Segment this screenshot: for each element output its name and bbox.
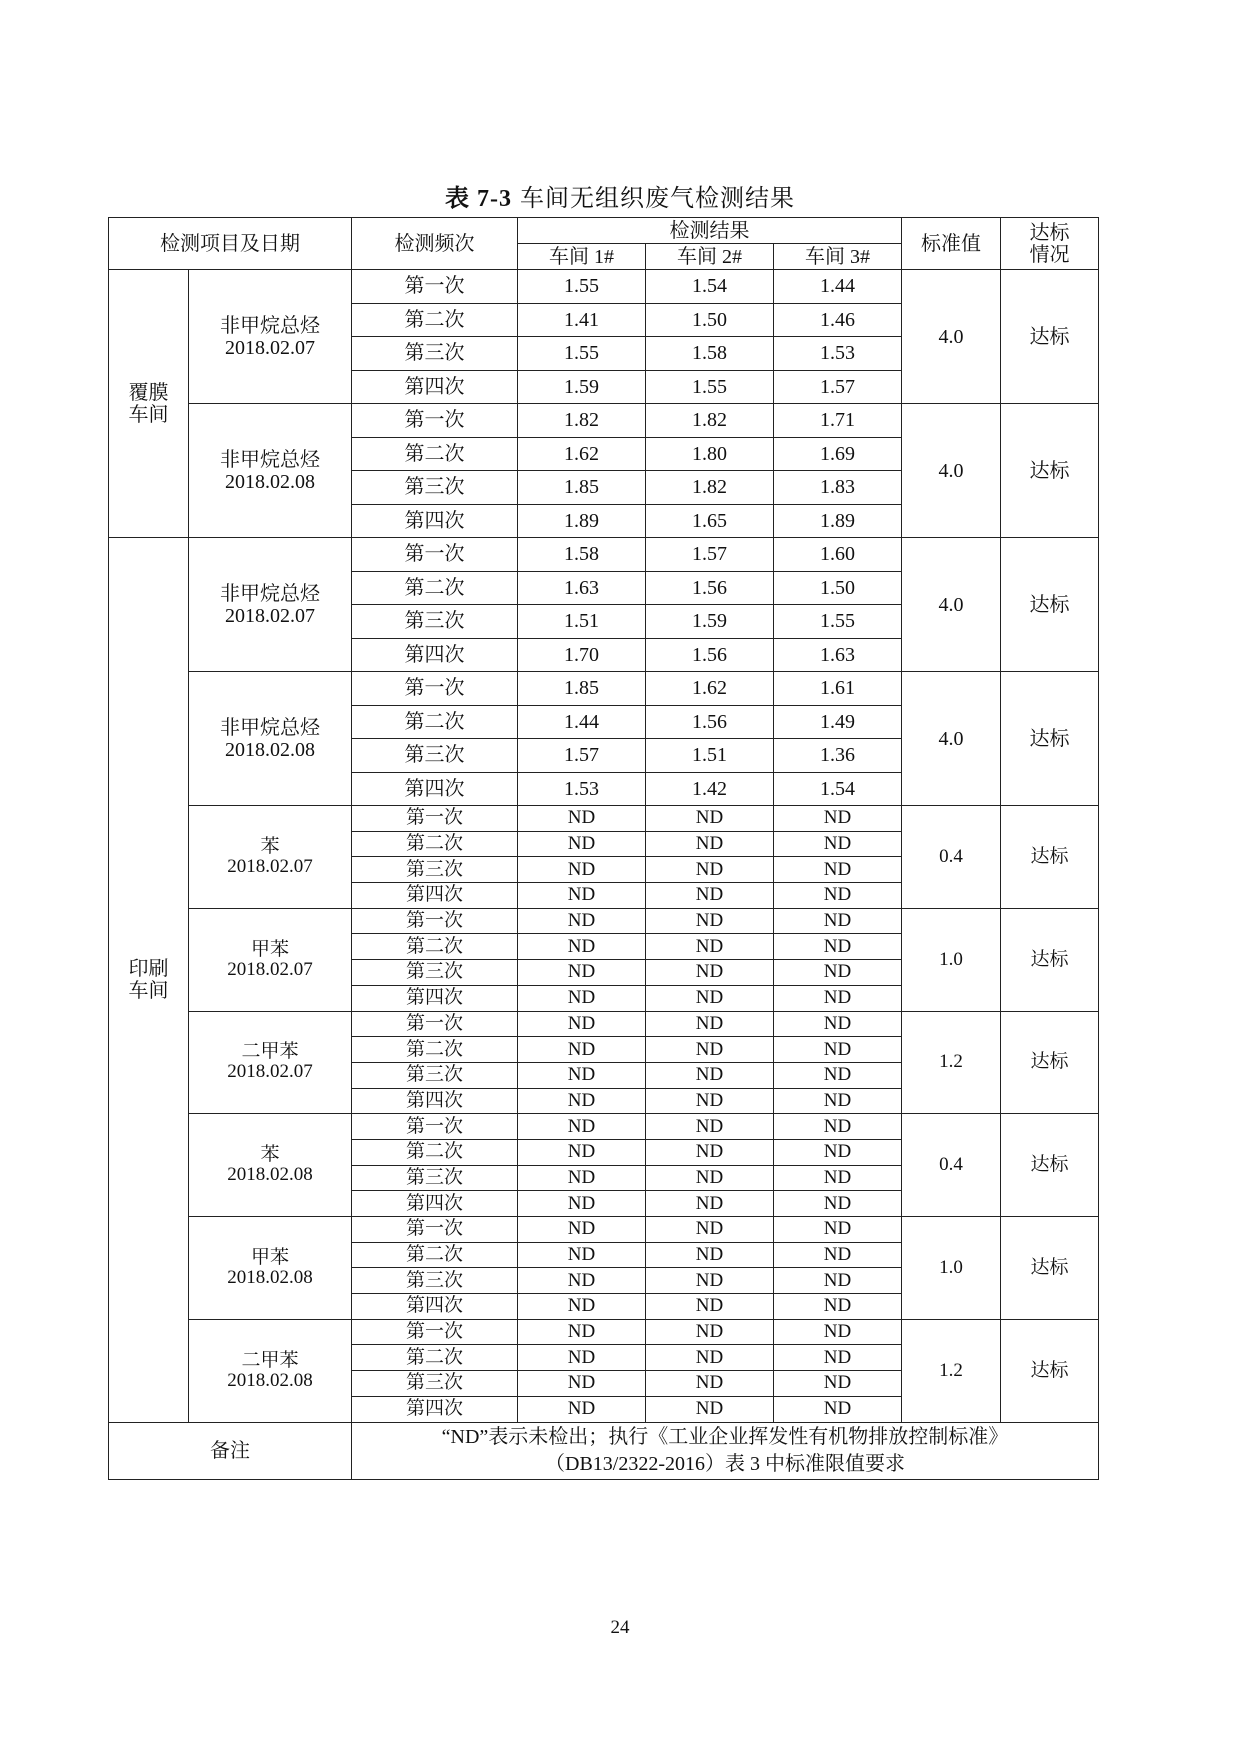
frequency-cell: 第一次 xyxy=(352,538,518,572)
workshop-name-line1: 印刷 xyxy=(128,957,169,980)
workshop1-value: 1.57 xyxy=(518,739,646,773)
workshop2-value: 1.56 xyxy=(646,705,774,739)
frequency-cell: 第一次 xyxy=(352,270,518,304)
workshop2-value: ND xyxy=(646,1396,774,1422)
workshop2-value: 1.56 xyxy=(646,638,774,672)
workshop1-value: 1.63 xyxy=(518,571,646,605)
workshop3-value: 1.44 xyxy=(774,270,902,304)
table-row xyxy=(109,1319,1099,1345)
workshop3-value: 1.63 xyxy=(774,638,902,672)
frequency-cell: 第四次 xyxy=(352,504,518,538)
workshop1-value: ND xyxy=(518,806,646,832)
compliance-status: 达标 xyxy=(1001,1114,1099,1217)
compliance-status: 达标 xyxy=(1001,538,1099,672)
item-date: 2018.02.08 xyxy=(225,738,315,761)
workshop2-value: 1.65 xyxy=(646,504,774,538)
workshop3-value: ND xyxy=(774,1191,902,1217)
frequency-cell: 第一次 xyxy=(352,1319,518,1345)
workshop1-value: 1.58 xyxy=(518,538,646,572)
frequency-cell: 第四次 xyxy=(352,1191,518,1217)
item-date: 2018.02.08 xyxy=(227,1369,313,1391)
workshop2-value: ND xyxy=(646,883,774,909)
workshop1-value: 1.41 xyxy=(518,303,646,337)
workshop1-value: ND xyxy=(518,1242,646,1268)
workshop3-value: 1.61 xyxy=(774,672,902,706)
item-name: 苯 xyxy=(260,1144,280,1166)
table-row xyxy=(109,908,1099,934)
frequency-cell: 第四次 xyxy=(352,772,518,806)
workshop2-value: ND xyxy=(646,857,774,883)
workshop3-value: ND xyxy=(774,883,902,909)
workshop3-value: 1.36 xyxy=(774,739,902,773)
header-compliance-line2: 情况 xyxy=(1029,243,1070,266)
standard-value: 4.0 xyxy=(902,672,1001,806)
workshop2-value: 1.82 xyxy=(646,404,774,438)
workshop2-value: ND xyxy=(646,908,774,934)
workshop1-value: ND xyxy=(518,1217,646,1243)
compliance-status: 达标 xyxy=(1001,908,1099,1011)
header-compliance xyxy=(1001,218,1099,270)
workshop3-value: ND xyxy=(774,1165,902,1191)
frequency-cell: 第二次 xyxy=(352,1345,518,1371)
item-name: 苯 xyxy=(260,835,280,857)
workshop2-value: ND xyxy=(646,960,774,986)
frequency-cell: 第二次 xyxy=(352,437,518,471)
workshop3-value: ND xyxy=(774,1396,902,1422)
standard-value: 0.4 xyxy=(902,1114,1001,1217)
workshop1-value: 1.55 xyxy=(518,270,646,304)
workshop3-value: ND xyxy=(774,1088,902,1114)
table-row xyxy=(109,404,1099,438)
workshop1-value: ND xyxy=(518,1037,646,1063)
workshop1-value: ND xyxy=(518,1191,646,1217)
workshop2-value: 1.54 xyxy=(646,270,774,304)
item-date: 2018.02.07 xyxy=(225,336,315,359)
workshop3-value: 1.55 xyxy=(774,605,902,639)
workshop-name-line1: 覆膜 xyxy=(128,381,169,404)
workshop3-value: ND xyxy=(774,831,902,857)
frequency-cell: 第三次 xyxy=(352,739,518,773)
workshop2-value: ND xyxy=(646,1088,774,1114)
header-results: 检测结果 xyxy=(518,218,902,244)
frequency-cell: 第三次 xyxy=(352,605,518,639)
frequency-cell: 第三次 xyxy=(352,1165,518,1191)
workshop1-value: ND xyxy=(518,1011,646,1037)
workshop2-value: ND xyxy=(646,831,774,857)
workshop2-value: ND xyxy=(646,1114,774,1140)
standard-value: 4.0 xyxy=(902,270,1001,404)
item-date-cell xyxy=(189,538,352,672)
item-date-cell xyxy=(189,1011,352,1114)
workshop-name xyxy=(109,270,189,538)
table-number: 表 7-3 xyxy=(445,186,512,212)
workshop3-value: ND xyxy=(774,857,902,883)
workshop1-value: ND xyxy=(518,1319,646,1345)
workshop3-value: 1.83 xyxy=(774,471,902,505)
frequency-cell: 第二次 xyxy=(352,1139,518,1165)
frequency-cell: 第二次 xyxy=(352,571,518,605)
frequency-cell: 第四次 xyxy=(352,1088,518,1114)
header-workshop-1: 车间 1# xyxy=(518,244,646,270)
workshop2-value: ND xyxy=(646,806,774,832)
workshop1-value: ND xyxy=(518,1088,646,1114)
table-row xyxy=(109,806,1099,832)
workshop3-value: ND xyxy=(774,1319,902,1345)
workshop1-value: ND xyxy=(518,1345,646,1371)
workshop1-value: ND xyxy=(518,1139,646,1165)
frequency-cell: 第三次 xyxy=(352,1371,518,1397)
frequency-cell: 第二次 xyxy=(352,705,518,739)
item-date-cell xyxy=(189,404,352,538)
workshop2-value: 1.51 xyxy=(646,739,774,773)
item-name: 二甲苯 xyxy=(241,1041,299,1063)
table-row xyxy=(109,672,1099,706)
workshop1-value: ND xyxy=(518,1268,646,1294)
item-date: 2018.02.07 xyxy=(227,958,313,980)
item-date: 2018.02.08 xyxy=(227,1266,313,1288)
workshop1-value: 1.70 xyxy=(518,638,646,672)
workshop-name-line2: 车间 xyxy=(128,979,169,1002)
item-date: 2018.02.07 xyxy=(225,604,315,627)
frequency-cell: 第二次 xyxy=(352,934,518,960)
workshop3-value: 1.46 xyxy=(774,303,902,337)
frequency-cell: 第二次 xyxy=(352,831,518,857)
frequency-cell: 第一次 xyxy=(352,806,518,832)
frequency-cell: 第一次 xyxy=(352,672,518,706)
frequency-cell: 第四次 xyxy=(352,1396,518,1422)
frequency-cell: 第三次 xyxy=(352,471,518,505)
item-name: 甲苯 xyxy=(250,1246,289,1268)
workshop2-value: ND xyxy=(646,1294,774,1320)
workshop2-value: ND xyxy=(646,1011,774,1037)
frequency-cell: 第四次 xyxy=(352,638,518,672)
workshop3-value: 1.50 xyxy=(774,571,902,605)
workshop1-value: 1.44 xyxy=(518,705,646,739)
workshop2-value: ND xyxy=(646,1268,774,1294)
workshop3-value: ND xyxy=(774,1242,902,1268)
workshop2-value: ND xyxy=(646,1037,774,1063)
workshop2-value: 1.82 xyxy=(646,471,774,505)
item-name: 非甲烷总烃 xyxy=(220,582,320,605)
workshop2-value: 1.57 xyxy=(646,538,774,572)
workshop1-value: ND xyxy=(518,831,646,857)
frequency-cell: 第三次 xyxy=(352,337,518,371)
header-workshop-3: 车间 3# xyxy=(774,244,902,270)
workshop2-value: ND xyxy=(646,1319,774,1345)
workshop1-value: ND xyxy=(518,985,646,1011)
frequency-cell: 第四次 xyxy=(352,883,518,909)
workshop3-value: ND xyxy=(774,1011,902,1037)
header-item-date: 检测项目及日期 xyxy=(109,218,352,270)
workshop2-value: 1.62 xyxy=(646,672,774,706)
item-date-cell xyxy=(189,806,352,909)
remarks-line1: “ND”表示未检出；执行《工业企业挥发性有机物排放控制标准》 xyxy=(441,1425,1009,1448)
frequency-cell: 第三次 xyxy=(352,1062,518,1088)
header-standard: 标准值 xyxy=(902,218,1001,270)
item-date: 2018.02.07 xyxy=(227,855,313,877)
workshop3-value: 1.57 xyxy=(774,370,902,404)
frequency-cell: 第四次 xyxy=(352,1294,518,1320)
workshop1-value: ND xyxy=(518,1165,646,1191)
item-name: 非甲烷总烃 xyxy=(220,314,320,337)
workshop3-value: ND xyxy=(774,1345,902,1371)
workshop1-value: ND xyxy=(518,857,646,883)
item-date-cell xyxy=(189,1217,352,1320)
workshop1-value: 1.51 xyxy=(518,605,646,639)
workshop1-value: 1.53 xyxy=(518,772,646,806)
compliance-status: 达标 xyxy=(1001,806,1099,909)
remarks-row xyxy=(109,1422,1099,1479)
item-date: 2018.02.08 xyxy=(225,470,315,493)
workshop3-value: ND xyxy=(774,1371,902,1397)
table-row xyxy=(109,1217,1099,1243)
frequency-cell: 第一次 xyxy=(352,1114,518,1140)
workshop1-value: 1.82 xyxy=(518,404,646,438)
workshop3-value: ND xyxy=(774,1217,902,1243)
workshop2-value: ND xyxy=(646,1371,774,1397)
frequency-cell: 第三次 xyxy=(352,857,518,883)
compliance-status: 达标 xyxy=(1001,270,1099,404)
workshop2-value: 1.42 xyxy=(646,772,774,806)
standard-value: 1.0 xyxy=(902,1217,1001,1320)
workshop2-value: ND xyxy=(646,1165,774,1191)
workshop3-value: ND xyxy=(774,1294,902,1320)
workshop3-value: ND xyxy=(774,1114,902,1140)
compliance-status: 达标 xyxy=(1001,1011,1099,1114)
workshop3-value: ND xyxy=(774,1139,902,1165)
frequency-cell: 第一次 xyxy=(352,1217,518,1243)
workshop2-value: ND xyxy=(646,934,774,960)
standard-value: 0.4 xyxy=(902,806,1001,909)
workshop2-value: ND xyxy=(646,1217,774,1243)
workshop3-value: ND xyxy=(774,985,902,1011)
item-date: 2018.02.08 xyxy=(227,1164,313,1186)
remarks-line2: （DB13/2322-2016）表 3 中标准限值要求 xyxy=(545,1452,905,1475)
remarks-label: 备注 xyxy=(109,1422,352,1479)
item-name: 甲苯 xyxy=(250,938,289,960)
workshop1-value: 1.85 xyxy=(518,471,646,505)
remarks-text xyxy=(352,1422,1099,1479)
workshop3-value: ND xyxy=(774,806,902,832)
workshop3-value: ND xyxy=(774,1062,902,1088)
frequency-cell: 第二次 xyxy=(352,1242,518,1268)
item-date-cell xyxy=(189,1114,352,1217)
standard-value: 1.2 xyxy=(902,1011,1001,1114)
header-workshop-2: 车间 2# xyxy=(646,244,774,270)
item-name: 二甲苯 xyxy=(241,1349,299,1371)
workshop1-value: 1.89 xyxy=(518,504,646,538)
results-table xyxy=(108,217,1099,1480)
header-compliance-line1: 达标 xyxy=(1029,221,1070,244)
workshop3-value: ND xyxy=(774,960,902,986)
compliance-status: 达标 xyxy=(1001,404,1099,538)
workshop3-value: 1.49 xyxy=(774,705,902,739)
table-row xyxy=(109,270,1099,304)
workshop1-value: ND xyxy=(518,883,646,909)
frequency-cell: 第三次 xyxy=(352,1268,518,1294)
workshop2-value: 1.55 xyxy=(646,370,774,404)
workshop1-value: ND xyxy=(518,934,646,960)
workshop2-value: ND xyxy=(646,1191,774,1217)
workshop3-value: ND xyxy=(774,908,902,934)
page-number: 24 xyxy=(610,1617,630,1638)
workshop1-value: 1.62 xyxy=(518,437,646,471)
workshop3-value: ND xyxy=(774,934,902,960)
workshop2-value: ND xyxy=(646,985,774,1011)
workshop3-value: ND xyxy=(774,1037,902,1063)
item-name: 非甲烷总烃 xyxy=(220,448,320,471)
header-row-1 xyxy=(109,218,1099,244)
table-caption: 车间无组织废气检测结果 xyxy=(520,186,795,212)
item-date: 2018.02.07 xyxy=(227,1061,313,1083)
item-date-cell xyxy=(189,1319,352,1422)
table-row xyxy=(109,538,1099,572)
frequency-cell: 第一次 xyxy=(352,1011,518,1037)
workshop1-value: ND xyxy=(518,1114,646,1140)
workshop3-value: 1.54 xyxy=(774,772,902,806)
workshop2-value: ND xyxy=(646,1345,774,1371)
standard-value: 1.2 xyxy=(902,1319,1001,1422)
item-name: 非甲烷总烃 xyxy=(220,716,320,739)
frequency-cell: 第一次 xyxy=(352,908,518,934)
standard-value: 4.0 xyxy=(902,404,1001,538)
table-title xyxy=(0,178,1240,213)
workshop1-value: 1.85 xyxy=(518,672,646,706)
header-frequency: 检测频次 xyxy=(352,218,518,270)
workshop3-value: ND xyxy=(774,1268,902,1294)
workshop3-value: 1.53 xyxy=(774,337,902,371)
item-date-cell xyxy=(189,908,352,1011)
compliance-status: 达标 xyxy=(1001,672,1099,806)
frequency-cell: 第三次 xyxy=(352,960,518,986)
workshop-name-line2: 车间 xyxy=(128,403,169,426)
workshop1-value: ND xyxy=(518,1294,646,1320)
workshop1-value: ND xyxy=(518,1396,646,1422)
workshop3-value: 1.69 xyxy=(774,437,902,471)
workshop1-value: 1.55 xyxy=(518,337,646,371)
workshop2-value: 1.50 xyxy=(646,303,774,337)
frequency-cell: 第二次 xyxy=(352,1037,518,1063)
compliance-status: 达标 xyxy=(1001,1217,1099,1320)
workshop2-value: 1.56 xyxy=(646,571,774,605)
frequency-cell: 第四次 xyxy=(352,985,518,1011)
workshop3-value: 1.89 xyxy=(774,504,902,538)
frequency-cell: 第二次 xyxy=(352,303,518,337)
workshop2-value: 1.58 xyxy=(646,337,774,371)
workshop-name xyxy=(109,538,189,1423)
workshop1-value: ND xyxy=(518,1371,646,1397)
workshop2-value: ND xyxy=(646,1139,774,1165)
workshop2-value: 1.59 xyxy=(646,605,774,639)
standard-value: 4.0 xyxy=(902,538,1001,672)
workshop2-value: ND xyxy=(646,1242,774,1268)
item-date-cell xyxy=(189,672,352,806)
table-row xyxy=(109,1011,1099,1037)
workshop3-value: 1.71 xyxy=(774,404,902,438)
frequency-cell: 第四次 xyxy=(352,370,518,404)
workshop2-value: ND xyxy=(646,1062,774,1088)
compliance-status: 达标 xyxy=(1001,1319,1099,1422)
workshop2-value: 1.80 xyxy=(646,437,774,471)
frequency-cell: 第一次 xyxy=(352,404,518,438)
table-row xyxy=(109,1114,1099,1140)
workshop1-value: 1.59 xyxy=(518,370,646,404)
workshop1-value: ND xyxy=(518,960,646,986)
item-date-cell xyxy=(189,270,352,404)
workshop3-value: 1.60 xyxy=(774,538,902,572)
workshop1-value: ND xyxy=(518,908,646,934)
standard-value: 1.0 xyxy=(902,908,1001,1011)
workshop1-value: ND xyxy=(518,1062,646,1088)
